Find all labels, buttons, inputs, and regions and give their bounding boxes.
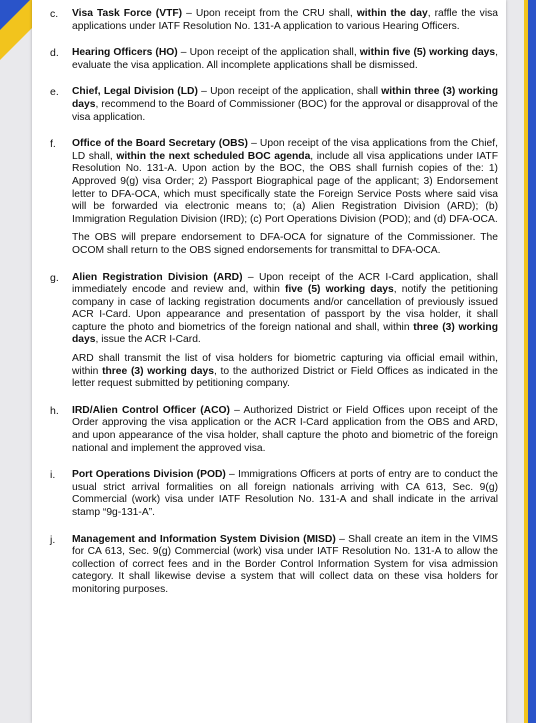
paragraph xyxy=(72,405,498,455)
document-page xyxy=(32,0,506,723)
bold-text: within five (5) working days xyxy=(359,47,496,59)
list-item xyxy=(50,469,498,525)
list-item-body xyxy=(72,8,498,39)
list-item-body xyxy=(72,47,498,78)
text-run: The OBS will prepare endorsement to DFA-OCA for signature of the Commissioner. The OCOM shall return to the OBS signed endorsements for transmittal to DFA-OCA. xyxy=(72,232,498,256)
paragraph xyxy=(72,8,498,33)
text-run: ARD shall transmit the list of visa holders for biometric capturing via official email within, within xyxy=(72,353,498,377)
text-run: – Upon receipt from the CRU shall, xyxy=(182,8,357,19)
list-item-marker: d. xyxy=(50,47,59,60)
paragraph xyxy=(72,232,498,257)
text-run: – Upon receipt of the application shall, xyxy=(177,47,360,59)
text-run: , evaluate the visa application. All incomplete applications shall be dismissed. xyxy=(72,47,499,71)
text-run: – Shall create an item in the VIMS for CA 613, Sec. 9(g) Commercial (work) visa under IATF Resolution No. 131-A to allow the collection of correct fees and in the Border Control Information System for visa admission category. It shall likewise devise a system that will collect data on these visa holders for monitoring purposes. xyxy=(72,533,498,595)
corner-decoration-blue xyxy=(0,0,30,30)
bold-text: within the next scheduled BOC agenda xyxy=(116,150,311,162)
list-item-marker: j. xyxy=(50,533,56,546)
bold-text: five (5) working days xyxy=(285,284,394,296)
list-item-marker: g. xyxy=(50,271,59,284)
paragraph xyxy=(72,47,498,72)
list-item-body xyxy=(72,405,498,461)
text-run: , to the authorized District or Field Offices as indicated in the letter request submitted by petitioning company. xyxy=(72,365,499,390)
text-run: – Upon receipt of the application, shall xyxy=(197,86,382,98)
list-item xyxy=(50,138,498,263)
list-item xyxy=(50,8,498,39)
list-item-marker: h. xyxy=(50,404,59,417)
bold-text: three (3) working days xyxy=(72,321,498,346)
text-run: , notify the petitioning company in case of lacking registration documents and/or cancellation of previously issued ACR I-Card. Upon appearance and presentation of passport by the visa holder, it shall capture the photo and biometrics of the foreign national and shall, within xyxy=(72,284,498,333)
document-content xyxy=(50,8,498,611)
paragraph xyxy=(72,534,498,597)
text-run: – Upon receipt of the visa applications from the Chief, LD shall, xyxy=(72,138,498,162)
bold-text: Chief, Legal Division (LD) xyxy=(72,86,198,98)
paragraph xyxy=(72,272,498,348)
list-item xyxy=(50,534,498,603)
list-item-body xyxy=(72,534,498,603)
text-run: , include all visa applications under IATF Resolution No. 131-A. Upon action by the BOC, the OBS shall furnish copies of the: 1) Approved 9(g) visa Order; 2) Passport Biographical page of the applicant; 3) Endorsement letter to DFA-OCA, which must specifically state the Foreign Service Posts where said visa will be forwarded via electronic means to; (a) Alien Registration Division (ARD); (b) Immigration Regulation Division (IRD); (c) Port Operations Division (POD); and (d) DFA-OCA. xyxy=(72,150,498,225)
bold-text: three (3) working days xyxy=(102,365,214,377)
list-item-body xyxy=(72,138,498,263)
bold-text: within the day xyxy=(356,8,428,19)
list-item-marker: f. xyxy=(50,138,56,151)
list-item-body xyxy=(72,469,498,525)
paragraph xyxy=(72,138,498,226)
list-item xyxy=(50,86,498,130)
text-run: – Immigrations Officers at ports of entry are to conduct the usual strict arrival formalities on all foreign nationals arriving with CA 613, Sec. 9(g) Commercial (work) visa under IATF Resolution No. 131-A and shall indicate in the arrival stamp “9g-131-A”. xyxy=(72,469,498,518)
list-item xyxy=(50,47,498,78)
edge-stripe-blue xyxy=(528,0,536,723)
bold-text: Hearing Officers (HO) xyxy=(72,47,178,59)
text-run: – Authorized District or Field Offices upon receipt of the Order approving the visa application or the ACR I-Card application from the OBS and ARD, and upon appearance of the visa holder, shall capture the photo and biometric of the foreign national and implement the approved visa. xyxy=(72,404,498,454)
bold-text: Alien Registration Division (ARD) xyxy=(72,271,243,283)
list-item-marker: i. xyxy=(50,469,56,482)
bold-text: Management and Information System Division (MISD) xyxy=(72,533,336,545)
bold-text: Port Operations Division (POD) xyxy=(72,469,226,481)
bold-text: IRD/Alien Control Officer (ACO) xyxy=(72,404,230,416)
bold-text: Office of the Board Secretary (OBS) xyxy=(72,138,248,150)
text-run: – Upon receipt of the ACR I-Card application, shall immediately encode and review and, within xyxy=(72,271,498,296)
list-item-marker: e. xyxy=(50,86,59,99)
text-run: , issue the ACR I-Card. xyxy=(95,334,201,346)
paragraph xyxy=(72,353,498,391)
list-item xyxy=(50,272,498,397)
paragraph xyxy=(72,86,498,124)
paragraph xyxy=(72,469,498,519)
text-run: , raffle the visa applications under IATF Resolution No. 131-A application to various Hearing Officers. xyxy=(72,8,498,32)
bold-text: Visa Task Force (VTF) xyxy=(72,8,183,19)
list-item-body xyxy=(72,86,498,130)
list-item-body xyxy=(72,272,498,397)
text-run: , recommend to the Board of Commissioner (BOC) for the approval or disapproval of the visa application. xyxy=(72,98,498,123)
list-item xyxy=(50,405,498,461)
bold-text: within three (3) working days xyxy=(72,86,498,110)
list-item-marker: c. xyxy=(50,8,59,20)
